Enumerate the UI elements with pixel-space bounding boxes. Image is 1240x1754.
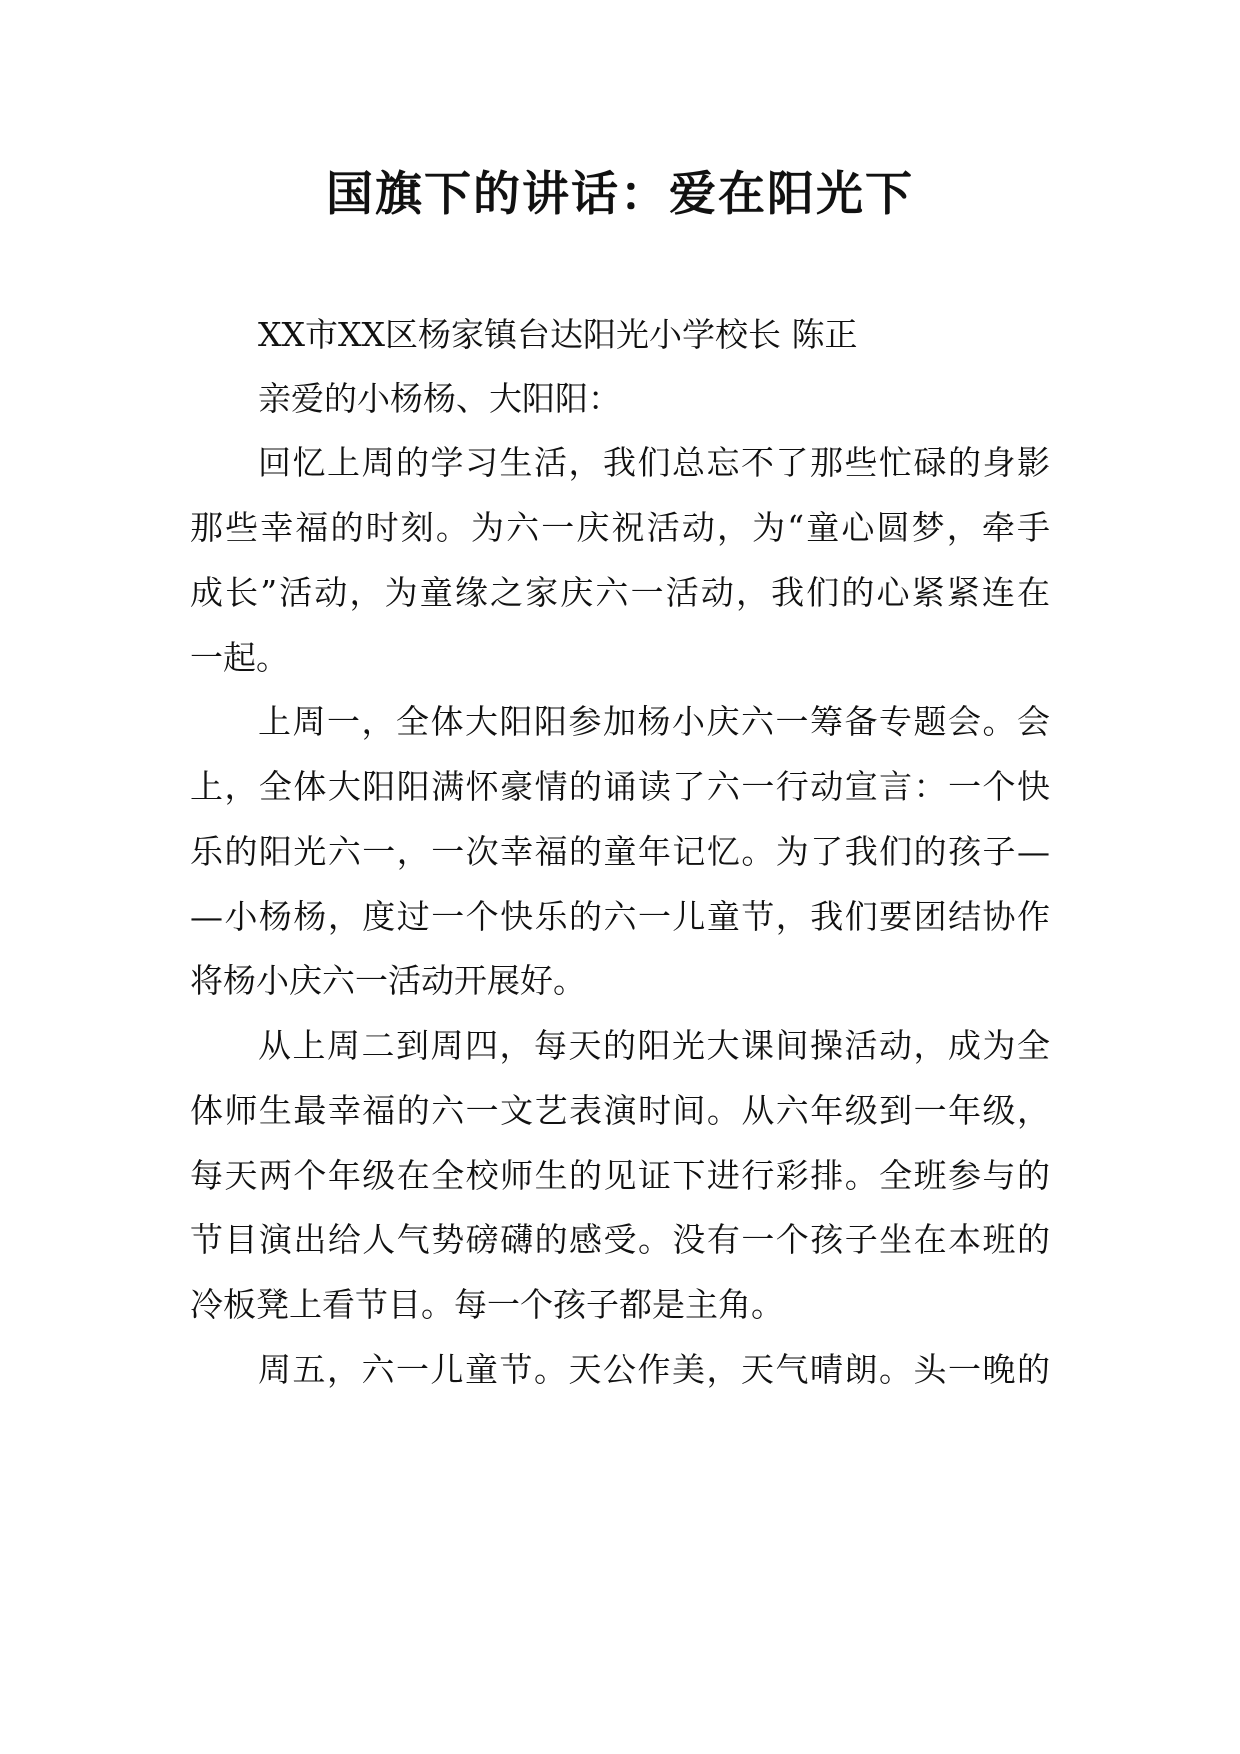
paragraph-line: 每天两个年级在全校师生的见证下进行彩排。全班参与的 [190, 1156, 1050, 1195]
paragraph-line: 那些幸福的时刻。为六一庆祝活动，为“童心圆梦，牵手 [190, 508, 1050, 547]
paragraph-line: 节目演出给人气势磅礴的感受。没有一个孩子坐在本班的 [190, 1220, 1050, 1259]
paragraph-line: —小杨杨，度过一个快乐的六一儿童节，我们要团结协作 [190, 897, 1050, 936]
paragraph-line: 从上周二到周四，每天的阳光大课间操活动，成为全 [258, 1026, 1050, 1065]
document-title: 国旗下的讲话：爱在阳光下 [326, 167, 914, 222]
paragraph-line: 周五，六一儿童节。天公作美，天气晴朗。头一晚的 [258, 1350, 1050, 1389]
paragraph-line: 上，全体大阳阳满怀豪情的诵读了六一行动宣言：一个快 [190, 767, 1050, 806]
paragraph-line: 一起。 [190, 638, 289, 677]
paragraph-line: 乐的阳光六一，一次幸福的童年记忆。为了我们的孩子— [190, 832, 1050, 871]
author-line: XX市XX区杨家镇台达阳光小学校长 陈正 [258, 315, 858, 354]
paragraph-line: 将杨小庆六一活动开展好。 [190, 961, 586, 1000]
salutation: 亲爱的小杨杨、大阳阳： [258, 379, 621, 418]
paragraph-line: 体师生最幸福的六一文艺表演时间。从六年级到一年级， [190, 1091, 1050, 1130]
paragraph-line: 回忆上周的学习生活，我们总忘不了那些忙碌的身影 [258, 443, 1050, 482]
paragraph-line: 上周一，全体大阳阳参加杨小庆六一筹备专题会。会 [258, 702, 1050, 741]
paragraph-line: 冷板凳上看节目。每一个孩子都是主角。 [190, 1285, 784, 1324]
paragraph-line: 成长”活动，为童缘之家庆六一活动，我们的心紧紧连在 [190, 573, 1050, 612]
